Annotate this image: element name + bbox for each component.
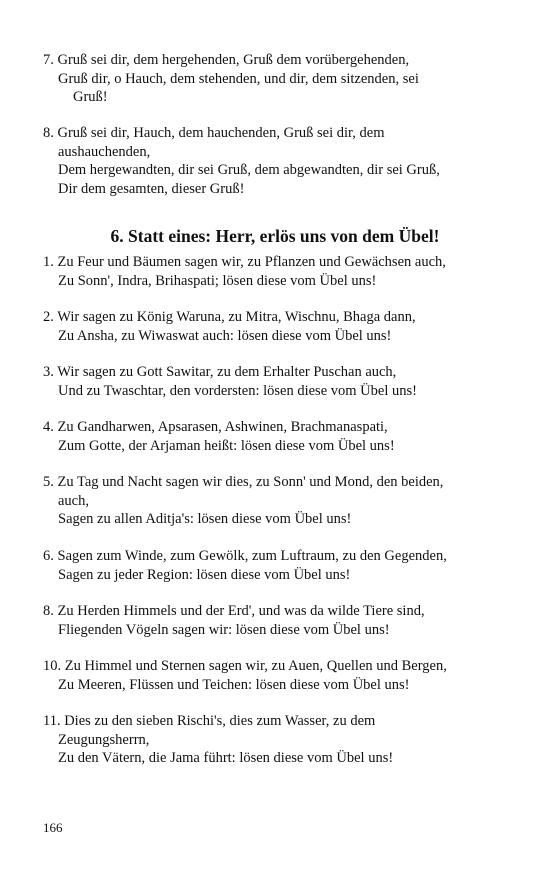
stanza-line: 10. Zu Himmel und Sternen sagen wir, zu Auen, Quellen und Bergen,: [43, 658, 447, 674]
stanza-line: Zeugungsherrn,: [58, 731, 150, 748]
stanza-line: 11. Dies zu den sieben Rischi's, dies zum Wasser, zu dem: [43, 713, 376, 729]
stanza-8: [43, 602, 473, 639]
stanza-line: 1. Zu Feur und Bäumen sagen wir, zu Pflanzen und Gewächsen auch,: [43, 254, 446, 270]
stanza-line: 4. Zu Gandharwen, Apsarasen, Ashwinen, Brachmanaspati,: [43, 419, 388, 435]
page-number: 166: [43, 820, 63, 835]
stanza-line: Zu Sonn', Indra, Brihaspati; lösen diese vom Übel uns!: [58, 272, 377, 289]
stanza-line: Gruß!: [73, 89, 108, 105]
stanza-line: aushauchenden,: [58, 143, 151, 160]
stanza-11: [43, 712, 473, 768]
stanza-line: auch,: [58, 492, 89, 509]
stanza-line: Zum Gotte, der Arjaman heißt: lösen diese vom Übel uns!: [58, 437, 395, 454]
stanza-line: Fliegenden Vögeln sagen wir: lösen diese vom Übel uns!: [58, 621, 390, 638]
stanza-line: 8. Zu Herden Himmels und der Erd', und was da wilde Tiere sind,: [43, 603, 425, 619]
stanza-line: Dir dem gesamten, dieser Gruß!: [58, 180, 245, 197]
stanza-6: [43, 547, 473, 584]
stanza-line: Gruß dir, o Hauch, dem stehenden, und dir, dem sitzenden, sei: [58, 70, 419, 87]
stanza-2: [43, 308, 473, 345]
stanza-1: [43, 253, 473, 290]
stanza-7-top: [43, 51, 473, 107]
stanza-line: Dem hergewandten, dir sei Gruß, dem abgewandten, dir sei Gruß,: [58, 162, 440, 178]
stanza-4: [43, 418, 473, 455]
stanza-3: [43, 363, 473, 400]
stanza-line: 6. Sagen zum Winde, zum Gewölk, zum Luftraum, zu den Gegenden,: [43, 548, 447, 564]
stanza-line: 3. Wir sagen zu Gott Sawitar, zu dem Erhalter Puschan auch,: [43, 364, 397, 380]
stanza-line: 8. Gruß sei dir, Hauch, dem hauchenden, Gruß sei dir, dem: [43, 125, 385, 141]
stanza-8-top: [43, 124, 473, 198]
stanza-line: Und zu Twaschtar, den vordersten: lösen diese vom Übel uns!: [58, 382, 417, 399]
stanza-line: Zu Ansha, zu Wiwaswat auch: lösen diese vom Übel uns!: [58, 327, 392, 344]
stanza-line: Zu Meeren, Flüssen und Teichen: lösen diese vom Übel uns!: [58, 676, 410, 693]
stanza-line: Sagen zu allen Aditja's: lösen diese vom Übel uns!: [58, 511, 352, 527]
stanza-line: Zu den Vätern, die Jama führt: lösen diese vom Übel uns!: [58, 750, 394, 766]
stanza-line: 5. Zu Tag und Nacht sagen wir dies, zu Sonn' und Mond, den beiden,: [43, 474, 444, 490]
stanza-10: [43, 657, 473, 694]
stanza-line: 2. Wir sagen zu König Waruna, zu Mitra, Wischnu, Bhaga dann,: [43, 309, 416, 325]
section-heading: 6. Statt eines: Herr, erlös uns von dem Übel!: [110, 226, 440, 246]
stanza-line: Sagen zu jeder Region: lösen diese vom Übel uns!: [58, 566, 351, 583]
stanza-5: [43, 473, 473, 529]
stanza-line: 7. Gruß sei dir, dem hergehenden, Gruß dem vorübergehenden,: [43, 52, 410, 68]
